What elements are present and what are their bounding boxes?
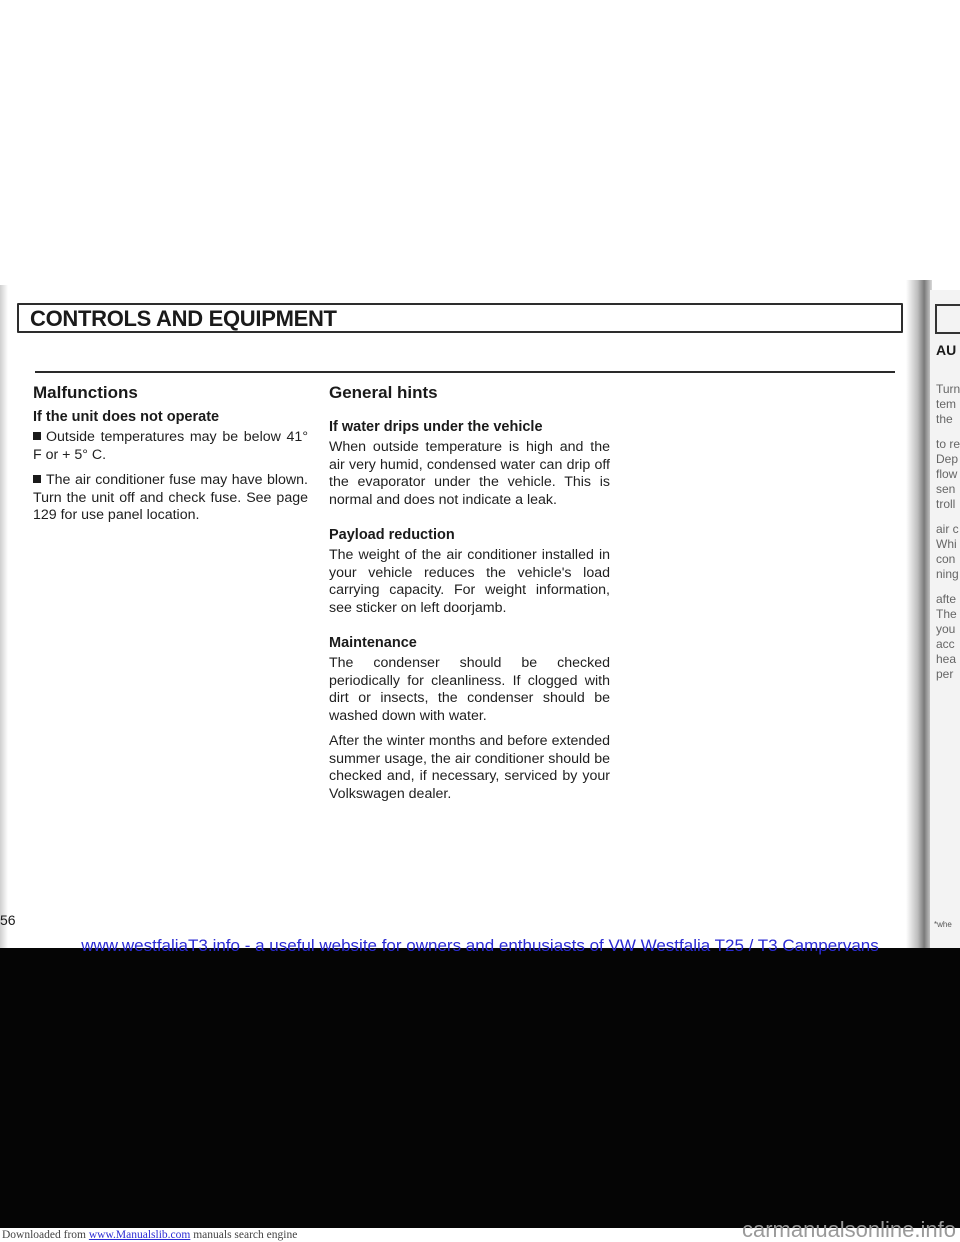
next-page-footnote: *whe [934,920,952,929]
water-drips-subheading: If water drips under the vehicle [329,419,543,435]
not-operate-subheading: If the unit does not operate [33,409,220,425]
next-page-line: afte [936,592,957,606]
next-page-text [936,382,960,682]
bullet-item: Outside temperatures may be below 41° F or + 5° C. [33,429,308,463]
next-page-header-box [935,304,960,334]
next-page-line: ning [936,567,959,581]
download-footer: Downloaded from www.Manualslib.com manuals search engine [2,1229,298,1241]
maintenance-subheading: Maintenance [329,635,417,651]
bullet-item: The air conditioner fuse may have blown. Turn the unit off and check fuse. See page 129 for use panel location. [33,472,308,523]
next-page-line: acc [936,637,955,651]
section-header-title: CONTROLS AND EQUIPMENT [30,306,337,331]
next-page-title: AU [936,342,957,358]
next-page-line: sen [936,482,956,496]
next-page-line: to re [936,437,960,451]
next-page-line: Dep [936,452,959,466]
next-page-line: per [936,667,954,681]
maintenance-paragraph: The condenser should be checked periodically for cleanliness. If clogged with dirt or insects, the condenser should be washed down with water. [329,655,610,724]
scan-dark-area [0,948,960,1228]
book-gutter [906,280,932,948]
next-page-line: Whi [936,537,957,551]
next-page-line: flow [936,467,958,481]
next-page-line: air c [936,522,959,536]
next-page-line: The [936,607,957,621]
page-number: 56 [0,912,16,928]
left-column [33,383,308,533]
payload-paragraph: The weight of the air conditioner installed in your vehicle reduces the vehicle's load carrying capacity. For weight information, see sticker on left doorjamb. [329,547,610,616]
maintenance-paragraph: After the winter months and before extended summer usage, the air conditioner should be checked and, if necessary, serviced by your Volkswagen dealer. [329,733,610,802]
next-page-fragment [930,290,960,948]
next-page-line: con [936,552,956,566]
next-page-line: Turn [936,382,960,396]
header-rule [35,371,895,373]
manualslib-link[interactable]: www.Manualslib.com [88,1229,191,1241]
next-page-line: hea [936,652,957,666]
malfunctions-heading: Malfunctions [33,383,138,402]
next-page-line: troll [936,497,956,511]
water-drips-paragraph: When outside temperature is high and the air very humid, condensed water can drip off the evaporator under the vehicle. This is normal and does not indicate a leak. [329,439,610,508]
next-page-line: tem [936,397,957,411]
bullet-square-icon [33,432,41,440]
site-watermark: carmanualsonline.info [741,1217,956,1242]
left-page-edge [0,285,8,948]
general-hints-heading: General hints [329,383,438,402]
bullet-square-icon [33,475,41,483]
next-page-line: the [936,412,953,426]
payload-subheading: Payload reduction [329,527,455,543]
next-page-line: you [936,622,956,636]
right-column [329,383,610,811]
website-banner: www.westfaliaT3.info - a useful website for owners and enthusiasts of VW Westfalia T25 / T3 Campervans [81,936,879,955]
